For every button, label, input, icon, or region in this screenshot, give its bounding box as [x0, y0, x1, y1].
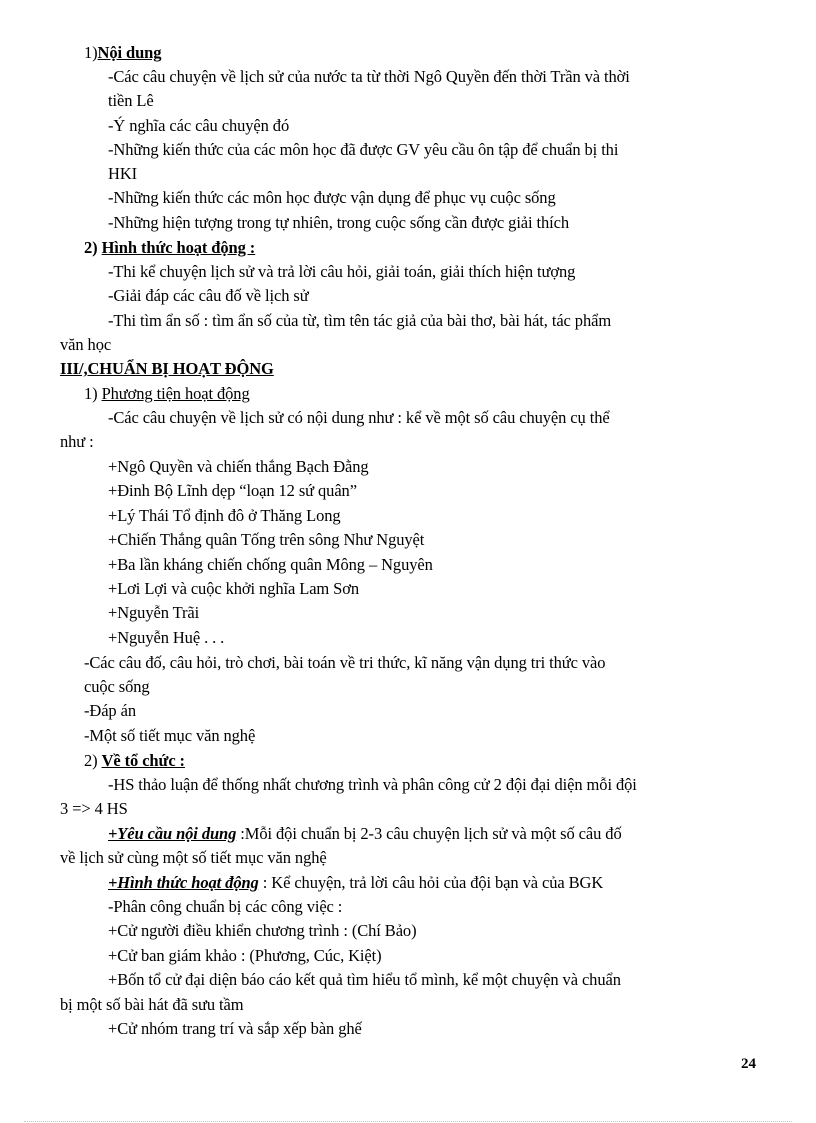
- text-line: -Thi kể chuyện lịch sử và trả lời câu hỏi, giải toán, giải thích hiện tượng: [108, 262, 576, 281]
- text-line: về lịch sử cùng một số tiết mục văn nghệ: [60, 848, 327, 867]
- page-number: 24: [741, 1056, 756, 1072]
- text-line: -Các câu chuyện về lịch sử có nội dung như : kể về một số câu chuyện cụ thể: [108, 408, 610, 427]
- text-line: -Các câu chuyện về lịch sử của nước ta từ thời Ngô Quyền đến thời Trần và thời: [108, 67, 630, 86]
- text-line: -Đáp án: [84, 701, 136, 720]
- section-title: Hình thức hoạt động :: [101, 238, 256, 257]
- emphasis-label: +Hình thức hoạt động: [108, 873, 259, 892]
- section-heading-noi-dung: [84, 42, 161, 64]
- text-line: +Cử người điều khiển chương trình : (Chí Bảo): [108, 921, 417, 940]
- text-span: : Kể chuyện, trả lời câu hỏi của đội bạn và của BGK: [258, 873, 604, 892]
- section-title: Nội dung: [97, 43, 162, 62]
- page-bottom-divider: [24, 1121, 792, 1122]
- text-line: -Thi tìm ẩn số : tìm ẩn số của từ, tìm tên tác giả của bài thơ, bài hát, tác phẩm: [108, 311, 612, 330]
- text-line: -Ý nghĩa các câu chuyện đó: [108, 116, 290, 135]
- list-item: +Nguyễn Trãi: [108, 603, 200, 622]
- section-number: 1): [84, 43, 98, 62]
- section-heading-hinh-thuc: [84, 237, 255, 259]
- section-number: 2): [84, 238, 98, 257]
- section-title: Phương tiện hoạt động: [101, 384, 250, 403]
- text-span: :Mỗi đội chuẩn bị 2-3 câu chuyện lịch sử và một số câu đố: [236, 824, 622, 843]
- text-line: như :: [60, 432, 94, 451]
- list-item: +Lý Thái Tổ định đô ở Thăng Long: [108, 506, 341, 525]
- main-heading: III/,CHUẨN BỊ HOẠT ĐỘNG: [60, 359, 274, 378]
- text-line: -Một số tiết mục văn nghệ: [84, 726, 256, 745]
- list-item: +Nguyễn Huệ . . .: [108, 628, 225, 647]
- text-line: -HS thảo luận để thống nhất chương trình và phân công cử 2 đội đại diện mỗi đội: [108, 775, 637, 794]
- list-item: +Ngô Quyền và chiến thắng Bạch Đằng: [108, 457, 369, 476]
- text-line: -Những kiến thức các môn học được vận dụng để phục vụ cuộc sống: [108, 188, 556, 207]
- emphasis-label: +Yêu cầu nội dung: [108, 824, 237, 843]
- text-line: HKI: [108, 164, 138, 183]
- text-line: văn học: [60, 335, 112, 354]
- section-number: 1): [84, 384, 98, 403]
- text-line: bị một số bài hát đã sưu tầm: [60, 995, 244, 1014]
- text-line: +Bốn tổ cử đại diện báo cáo kết quả tìm hiểu tổ mình, kể một chuyện và chuẩn: [108, 970, 621, 989]
- text-line: +Cử nhóm trang trí và sắp xếp bàn ghế: [108, 1019, 362, 1038]
- list-item: +Chiến Thắng quân Tống trên sông Như Nguyệt: [108, 530, 425, 549]
- list-item: +Lơi Lợi và cuộc khởi nghĩa Lam Sơn: [108, 579, 360, 598]
- list-item: +Ba lần kháng chiến chống quân Mông – Nguyên: [108, 555, 433, 574]
- text-line: -Giải đáp các câu đố về lịch sử: [108, 286, 309, 305]
- text-line: [108, 872, 603, 894]
- section-heading-phuong-tien: [84, 383, 250, 405]
- text-line: cuộc sống: [84, 677, 150, 696]
- text-line: -Những hiện tượng trong tự nhiên, trong cuộc sống cần được giải thích: [108, 213, 570, 232]
- text-line: [108, 823, 622, 845]
- section-number: 2): [84, 751, 98, 770]
- text-line: tiền Lê: [108, 91, 154, 110]
- text-line: 3 => 4 HS: [60, 799, 128, 818]
- text-line: +Cử ban giám khảo : (Phương, Cúc, Kiệt): [108, 946, 382, 965]
- section-heading-to-chuc: [84, 750, 185, 772]
- text-line: -Phân công chuẩn bị các công việc :: [108, 897, 343, 916]
- text-line: -Những kiến thức của các môn học đã được GV yêu cầu ôn tập để chuẩn bị thi: [108, 140, 619, 159]
- section-title: Về tổ chức :: [101, 751, 185, 770]
- text-line: -Các câu đố, câu hỏi, trò chơi, bài toán về tri thức, kĩ năng vận dụng tri thức vào: [84, 653, 606, 672]
- list-item: +Đinh Bộ Lĩnh dẹp “loạn 12 sứ quân”: [108, 481, 357, 500]
